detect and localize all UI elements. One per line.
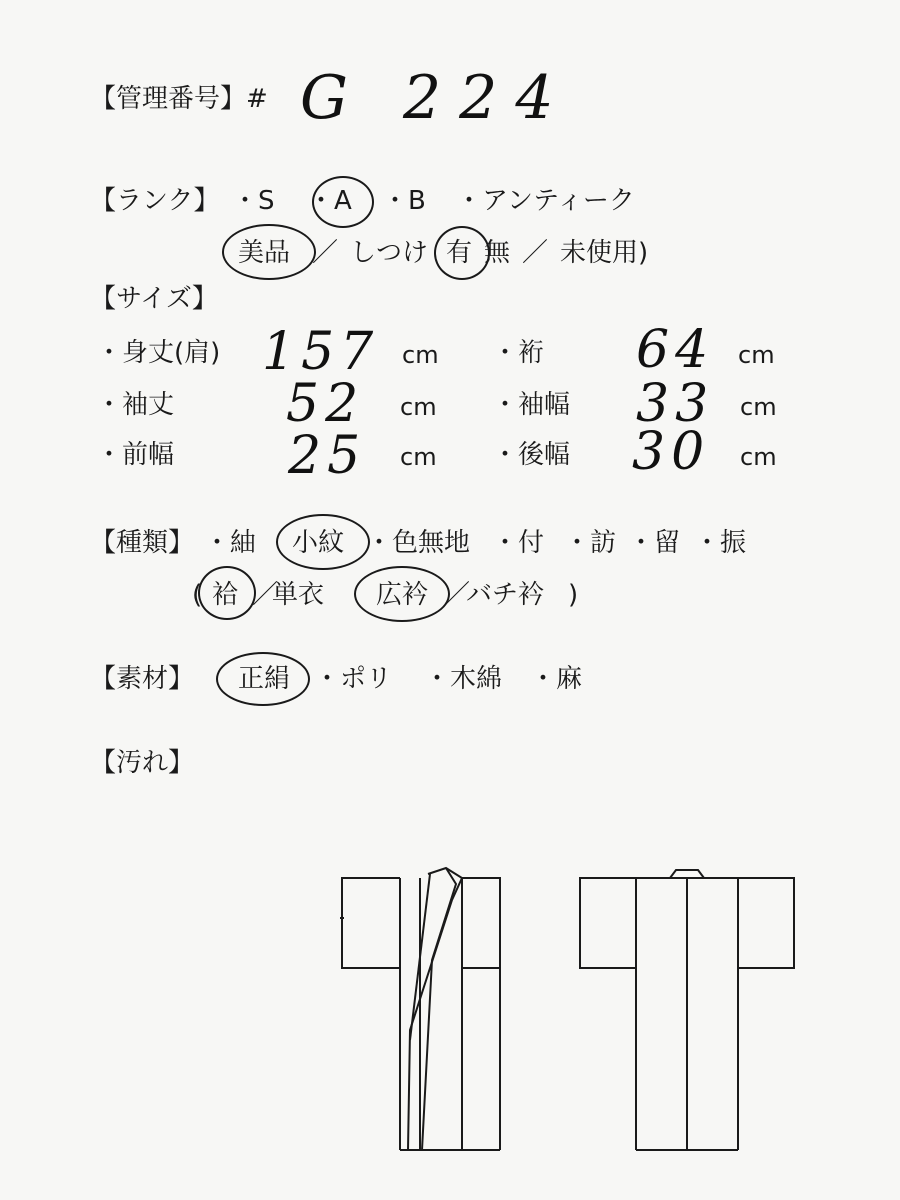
type-label: 【種類】: [90, 528, 195, 558]
type-bachi-collar: バチ衿: [466, 580, 545, 610]
size-label: 【サイズ】: [90, 284, 218, 314]
type-open-paren: (: [192, 580, 203, 610]
material-cotton: ・木綿: [424, 664, 503, 694]
type-komon: 小紋: [292, 528, 345, 558]
size-row-1-right-label: ・裄: [492, 338, 545, 368]
material-hemp: ・麻: [530, 664, 583, 694]
size-row-2-left-unit: cm: [400, 393, 437, 421]
size-row-2-right-label: ・袖幅: [492, 390, 571, 420]
condition-unused: 未使用): [560, 238, 649, 268]
size-row-3-right-label: ・後幅: [492, 440, 571, 470]
size-row-3-left-label: ・前幅: [96, 440, 175, 470]
size-row-3-right-unit: cm: [740, 443, 777, 471]
type-houmongi: ・訪: [564, 528, 617, 558]
size-row-1-right-value: 64: [636, 320, 715, 380]
type-furisode: ・振: [694, 528, 747, 558]
condition-no: 無: [484, 238, 511, 268]
material-silk: 正絹: [238, 664, 291, 694]
stain-label: 【汚れ】: [90, 748, 195, 778]
type-wide-collar: 広衿: [376, 580, 429, 610]
condition-yes: 有: [446, 238, 473, 268]
condition-slash-2: ／: [522, 238, 549, 268]
material-poly: ・ポリ: [314, 664, 393, 694]
size-row-3-right-value: 30: [632, 422, 711, 482]
size-row-3-left-unit: cm: [400, 443, 437, 471]
management-number: G 224: [300, 63, 572, 133]
size-row-1-left-label: ・身丈(肩): [96, 338, 221, 368]
type-close-paren: ): [568, 580, 579, 610]
rank-option-s: ・S: [232, 186, 275, 216]
type-tomesode: ・留: [628, 528, 681, 558]
condition-beauty: 美品: [238, 238, 291, 268]
size-row-3-left-value: 25: [288, 426, 367, 486]
rank-option-antique: ・アンティーク: [456, 186, 635, 216]
size-row-1-left-value: 157: [262, 322, 380, 382]
type-single: 単衣: [272, 580, 325, 610]
size-row-2-left-value: 52: [286, 374, 365, 434]
type-slash-1: ／: [252, 580, 279, 610]
size-row-1-right-unit: cm: [738, 341, 775, 369]
size-row-2-right-unit: cm: [740, 393, 777, 421]
management-label: 【管理番号】#: [90, 84, 268, 114]
type-slash-2: ／: [444, 580, 471, 610]
rank-label: 【ランク】: [90, 186, 220, 216]
type-iromuji: ・色無地: [366, 528, 471, 558]
condition-slash-1: ／: [312, 238, 339, 268]
size-row-2-left-label: ・袖丈: [96, 390, 175, 420]
condition-shitsuke: しつけ: [350, 238, 429, 268]
material-label: 【素材】: [90, 664, 195, 694]
rank-option-b: ・B: [382, 186, 426, 216]
kimono-back-diagram: [580, 870, 794, 1150]
type-lined: 袷: [212, 580, 239, 610]
type-tsumugi: ・紬: [204, 528, 257, 558]
size-row-1-left-unit: cm: [402, 341, 439, 369]
rank-option-a: ・A: [308, 186, 352, 216]
size-row-2-right-value: 33: [636, 374, 715, 434]
type-tsukesage: ・付: [492, 528, 545, 558]
kimono-front-diagram: [340, 868, 500, 1150]
